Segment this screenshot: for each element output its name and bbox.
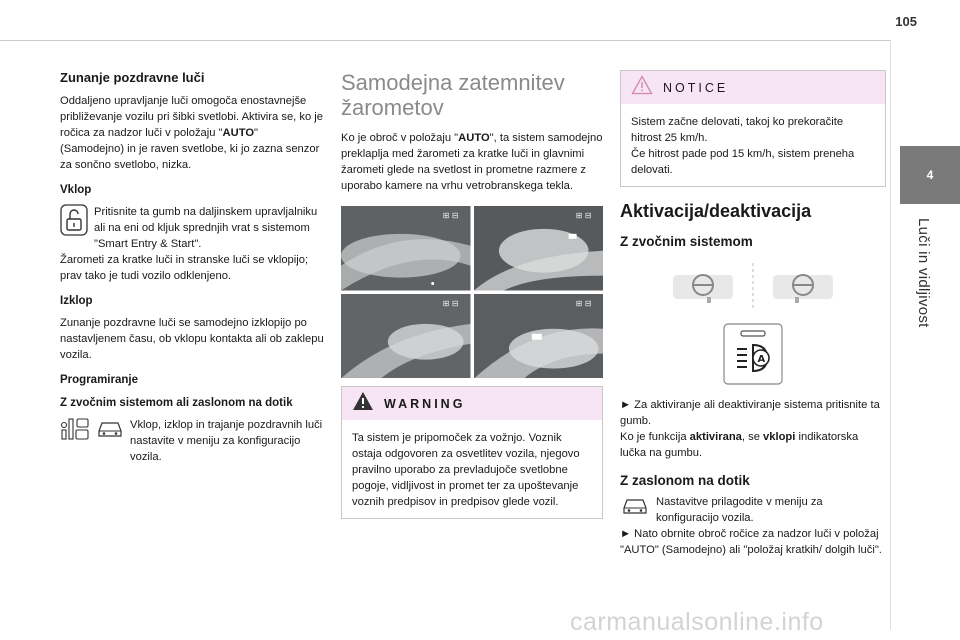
audio-system-icon [60, 417, 90, 446]
svg-text:⊞ ⊟: ⊞ ⊟ [442, 298, 459, 308]
programiranje-block [60, 417, 325, 465]
warning-triangle-icon [352, 391, 374, 416]
headlight-illustrations [341, 206, 603, 378]
activation-title: Aktivacija/deaktivacija [620, 201, 812, 221]
izklop-text: Zunanje pozdravne luči se samodejno izklopijo po nastavljenem času, ob vklopu kontakta ali ob zaklepu vozila. [60, 317, 324, 361]
touchscreen-text: Nastavitve prilagodite v meniju za konfiguracijo vozila. [656, 496, 823, 524]
warning-text: Ta sistem je pripomoček za vožnjo. Voznik ostaja odgovoren za osvetlitev vozila, njegovo pravilno uporabo za prevladujoče svetlobne pogoje, vidljivost in promet ter za upoštevanje voznih predpisov in predpisov glede vozil. [352, 432, 580, 508]
activation-text-2: Ko je funkcija aktivirana, se vklopi indikatorska lučka na gumbu. [620, 431, 859, 459]
notice-header [621, 71, 885, 104]
night-road-illustration [341, 294, 471, 379]
warning-header [342, 387, 602, 420]
warning-box [341, 386, 603, 519]
vklop-text-2: Žarometi za kratke luči in stranske luči se vklopijo; prav tako je tudi vozilo odklenjeno. [60, 254, 309, 282]
column-activation [620, 70, 886, 558]
programiranje-heading: Programiranje [60, 374, 138, 386]
car-settings-icon [620, 494, 650, 521]
svg-text:⊞ ⊟: ⊞ ⊟ [575, 298, 591, 308]
notice-triangle-icon [631, 75, 653, 100]
watermark: carmanualsonline.info [570, 608, 824, 636]
unlock-remote-icon [60, 204, 88, 241]
vklop-heading: Vklop [60, 184, 92, 196]
auto-dimming-intro: Ko je obroč v položaju "AUTO", ta sistem samodejno preklaplja med žarometi za kratke luči in glavnimi žarometi glede na svetlost in prometne razmere z uporabo kamere na vrhu vetrobranskega tekla. [341, 132, 603, 192]
section-title-welcome-lights: Zunanje pozdravne luči [60, 70, 205, 85]
audio-system-subtitle: Z zvočnim sistemom [620, 234, 753, 249]
svg-text:⊞ ⊟: ⊞ ⊟ [575, 210, 591, 220]
night-road-illustration [474, 206, 604, 291]
notice-text-2: Če hitrost pade pod 15 km/h, sistem preneha delovati. [631, 148, 855, 176]
programiranje-subheading: Z zvočnim sistemom ali zaslonom na dotik [60, 397, 293, 409]
svg-text:A: A [757, 354, 766, 365]
steering-wheel-icon [673, 261, 833, 313]
night-road-illustration [341, 206, 471, 291]
welcome-intro: Oddaljeno upravljanje luči omogoča enostavnejše približevanje vozilu pri šibki svetlobi. Aktivira se, ko je ročica za nadzor luči v položaju "AUTO" (Samodejno) in je raven svetlobe, ki jo zazna senzor za sončno svetlobo, nizka. [60, 95, 324, 171]
notice-box [620, 70, 886, 187]
section-title-auto-dimming: Samodejna zatemnitev žarometov [341, 70, 565, 120]
touchscreen-subtitle: Z zaslonom na dotik [620, 473, 750, 488]
top-divider [0, 40, 890, 41]
notice-label: NOTICE [663, 80, 729, 95]
button-location-diagram [620, 261, 886, 385]
side-divider [890, 40, 891, 630]
column-welcome-lights [60, 70, 325, 465]
chapter-tab[interactable]: 4 [900, 146, 960, 204]
izklop-heading: Izklop [60, 295, 93, 307]
vklop-text: Pritisnite ta gumb na daljinskem upravljalniku ali na eni od kljuk sprednjih vrat s sistemom "Smart Entry & Start". [94, 206, 318, 250]
night-road-illustration [474, 294, 604, 379]
vklop-block [60, 204, 325, 252]
warning-label: WARNING [384, 396, 466, 411]
notice-text-1: Sistem začne delovati, takoj ko prekoračite hitrost 25 km/h. [631, 116, 844, 144]
svg-text:⊞ ⊟: ⊞ ⊟ [442, 210, 459, 220]
touchscreen-block [620, 494, 886, 526]
auto-high-beam-button-icon[interactable] [723, 323, 783, 385]
programiranje-text: Vklop, izklop in trajanje pozdravnih luči nastavite v meniju za konfiguracijo vozila. [130, 419, 323, 463]
chapter-title: Luči in vidljivost [915, 218, 932, 328]
activation-text-1: ► Za aktiviranje ali deaktiviranje sistema pritisnite ta gumb. [620, 399, 880, 427]
column-auto-dimming [341, 70, 603, 529]
warning-body [342, 420, 602, 518]
car-settings-icon [96, 417, 124, 444]
activation-text-4: ► Nato obrnite obroč ročice za nadzor luči v položaj "AUTO" (Samodejno) ali "položaj kratkih/ dolgih luči". [620, 528, 882, 556]
notice-body [621, 104, 885, 186]
page-number: 105 [895, 14, 917, 29]
